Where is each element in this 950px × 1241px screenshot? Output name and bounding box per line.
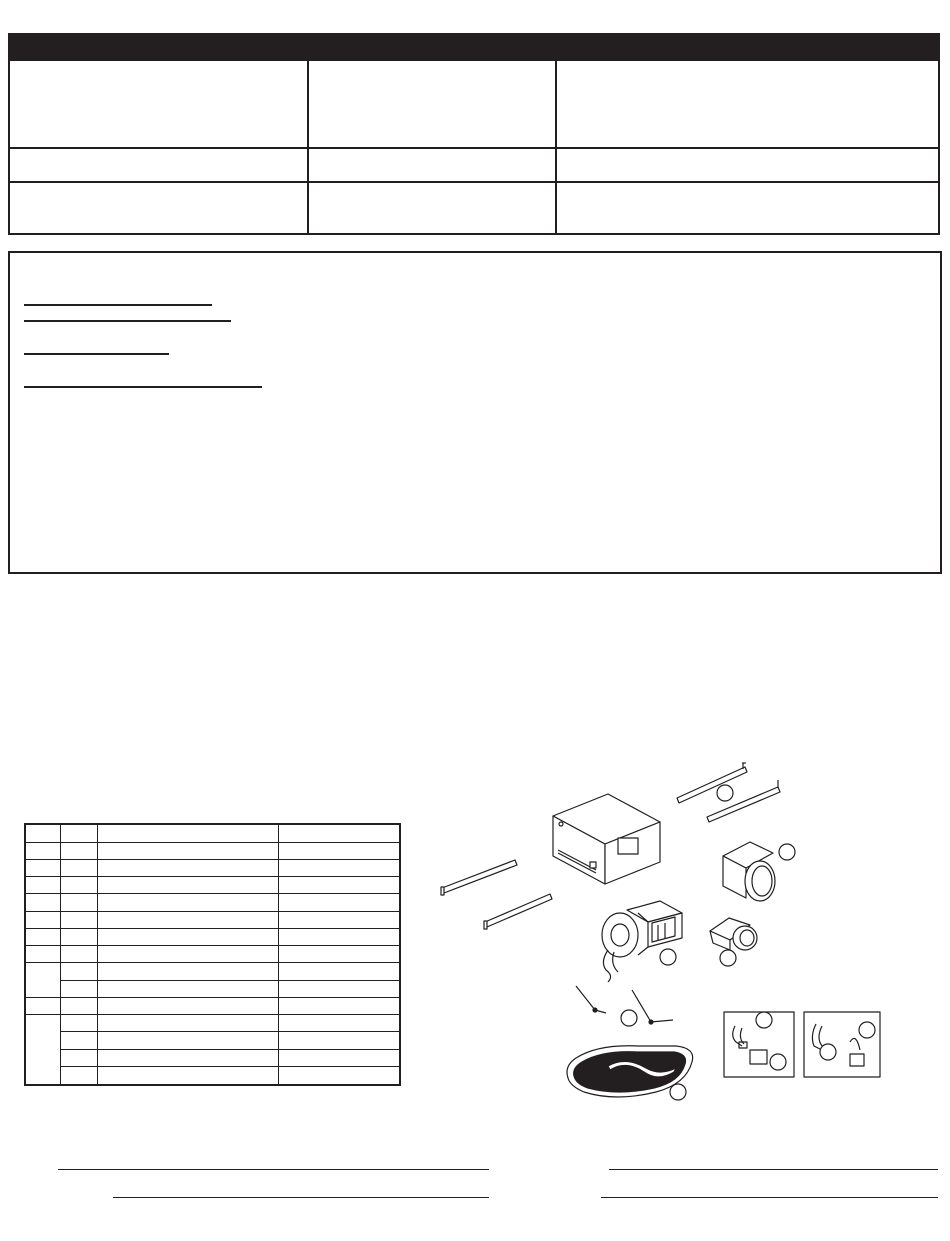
parts-row-divider (26, 893, 399, 894)
parts-row-divider (26, 962, 399, 963)
wire-spring-icon (632, 990, 673, 1024)
spec-table (8, 33, 940, 235)
parts-row-divider (26, 876, 399, 877)
spec-table-header (10, 35, 938, 61)
mounting-rail-icon (441, 860, 517, 895)
parts-row-divider (60, 980, 399, 981)
signature-line[interactable] (113, 1197, 489, 1198)
notice-link-3[interactable] (24, 353, 169, 355)
parts-row-divider (60, 1066, 399, 1067)
parts-row-divider (26, 945, 399, 946)
mounting-rail-icon (484, 894, 552, 929)
parts-col-divider (60, 825, 61, 1084)
spec-row-divider (10, 147, 938, 149)
parts-row-divider (26, 842, 399, 843)
notice-link-2[interactable] (24, 320, 231, 322)
signature-line[interactable] (601, 1197, 938, 1198)
parts-row-divider (26, 859, 399, 860)
spec-row-divider (10, 181, 938, 183)
parts-row-divider (26, 1014, 399, 1015)
spec-col-divider (307, 61, 309, 235)
parts-col-divider (278, 825, 279, 1084)
parts-row-divider (60, 1031, 399, 1032)
parts-exploded-illustration (430, 750, 900, 1110)
signature-line[interactable] (609, 1169, 938, 1170)
wire-spring-icon (576, 986, 606, 1013)
signature-line[interactable] (58, 1169, 489, 1170)
notice-link-4[interactable] (24, 386, 262, 388)
mounting-rail-icon (707, 780, 780, 822)
blower-motor-icon (602, 901, 682, 982)
parts-col-divider (97, 825, 98, 1084)
parts-row-divider (26, 911, 399, 912)
duct-adapter-icon (723, 842, 775, 901)
parts-row-divider (60, 1049, 399, 1050)
parts-row-divider (26, 928, 399, 929)
notice-link-1[interactable] (24, 304, 212, 306)
fan-housing-icon (553, 794, 660, 884)
notice-box (8, 251, 942, 574)
parts-row-divider (26, 997, 399, 998)
mounting-rail-icon (677, 763, 747, 803)
parts-table (24, 823, 401, 1086)
damper-collar-icon (710, 918, 757, 950)
spec-col-divider (555, 61, 557, 235)
